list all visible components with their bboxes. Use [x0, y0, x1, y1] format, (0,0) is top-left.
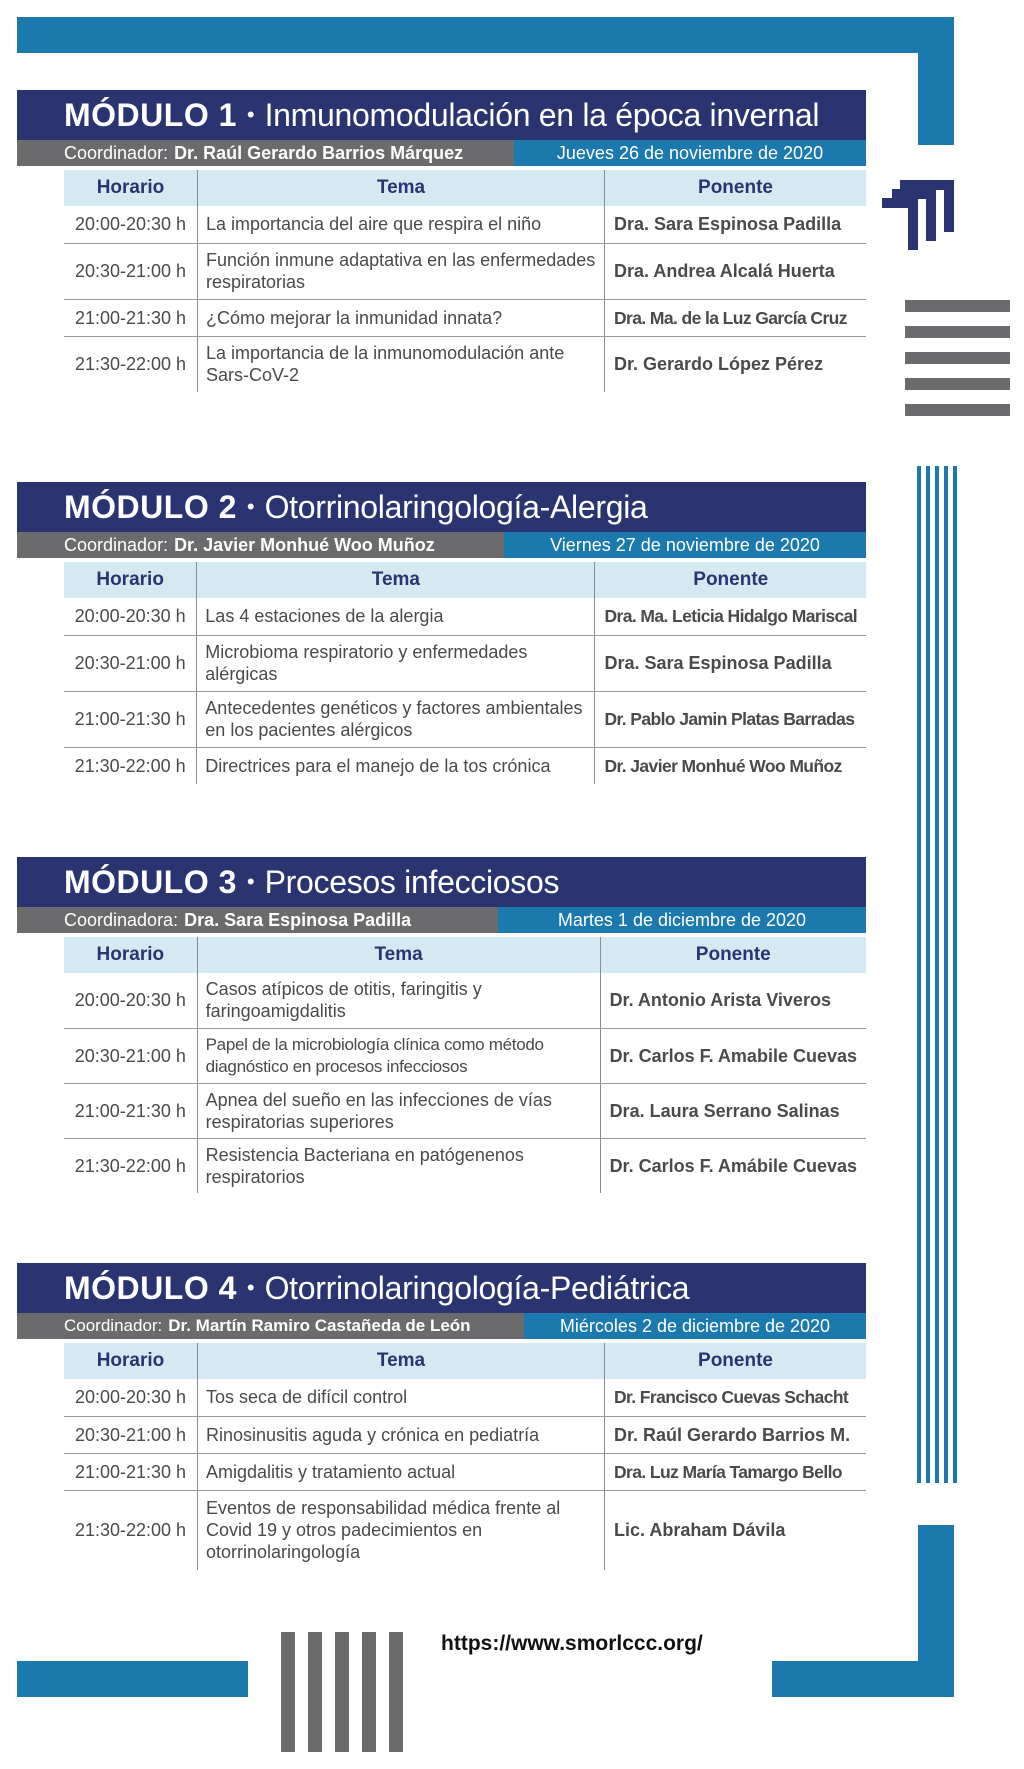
row-topic: Papel de la microbiología clínica como método diagnóstico en procesos infecciosos [197, 1028, 600, 1083]
chevron-logo-icon [880, 176, 956, 252]
row-topic: Casos atípicos de otitis, faringitis y faringoamigdalitis [197, 973, 600, 1028]
module-name: Otorrinolaringología-Alergia [264, 488, 648, 525]
coordinator [17, 907, 498, 933]
stripes-horizontal [905, 300, 1010, 416]
row-topic: Función inmune adaptativa en las enfermedades respiratorias [198, 243, 605, 299]
coordinator-name: Dr. Javier Monhué Woo Muñoz [174, 534, 435, 555]
table-header [64, 937, 866, 973]
row-topic: Resistencia Bacteriana en patógenenos respiratorios [197, 1138, 600, 1193]
row-time: 21:00-21:30 h [64, 299, 198, 336]
website-url[interactable]: https://www.smorlccc.org/ [441, 1632, 703, 1655]
row-time: 21:30-22:00 h [74, 354, 187, 375]
module-name: Procesos infecciosos [264, 863, 560, 900]
row-time: 20:00-20:30 h [64, 598, 197, 635]
row-speaker: Lic. Abraham Dávila [605, 1490, 867, 1570]
row-speaker: Dr. Gerardo López Pérez [605, 336, 867, 392]
header-horario: Horario [64, 170, 198, 206]
title-separator: • [246, 102, 255, 127]
coordinator-label: Coordinador: [64, 1316, 163, 1335]
row-topic: Antecedentes genéticos y factores ambientales en los pacientes alérgicos [197, 691, 595, 747]
header-ponente: Ponente [595, 562, 866, 598]
header-ponente: Ponente [600, 937, 866, 973]
schedule-table [64, 937, 866, 1193]
header-tema: Tema [197, 937, 600, 973]
row-speaker: Dr. Carlos F. Amabile Cuevas [600, 1028, 866, 1083]
table-header [64, 562, 866, 598]
module-title [17, 482, 866, 532]
schedule-table [64, 562, 866, 784]
table-row [64, 1028, 866, 1083]
row-speaker: Dra. Luz María Tamargo Bello [605, 1453, 867, 1490]
bottom-left-frame-bar [17, 1661, 248, 1697]
header-ponente: Ponente [605, 170, 867, 206]
row-time: 21:30-22:00 h [74, 1520, 187, 1541]
row-speaker: Dr. Raúl Gerardo Barrios M. [605, 1416, 867, 1453]
coordinator [17, 140, 514, 166]
title-separator: • [246, 1275, 255, 1300]
table-row [64, 598, 866, 635]
coordinator-bar [17, 140, 866, 166]
table-row [64, 635, 866, 691]
row-time: 20:00-20:30 h [64, 1379, 198, 1416]
module-number: MÓDULO 4 [64, 1269, 237, 1306]
stripes-vertical [917, 466, 957, 1483]
coordinator [17, 1313, 524, 1339]
module-date: Viernes 27 de noviembre de 2020 [504, 532, 866, 558]
row-topic: Microbioma respiratorio y enfermedades alérgicas [197, 635, 595, 691]
header-tema: Tema [198, 170, 605, 206]
table-row [64, 1379, 866, 1416]
row-speaker: Dr. Francisco Cuevas Schacht [605, 1379, 867, 1416]
header-horario: Horario [64, 937, 197, 973]
row-time: 20:00-20:30 h [64, 206, 198, 243]
header-ponente: Ponente [605, 1343, 867, 1379]
row-time: 21:00-21:30 h [64, 691, 197, 747]
bottom-vertical-stripes [281, 1632, 403, 1752]
module-name: Otorrinolaringología-Pediátrica [264, 1269, 690, 1306]
module-number: MÓDULO 3 [64, 863, 237, 900]
row-speaker: Dra. Andrea Alcalá Huerta [605, 243, 867, 299]
module-3 [17, 857, 866, 1193]
header-tema: Tema [197, 562, 595, 598]
row-speaker: Dr. Pablo Jamin Platas Barradas [595, 691, 866, 747]
coordinator-name: Dr. Raúl Gerardo Barrios Márquez [174, 142, 464, 163]
header-horario: Horario [64, 1343, 198, 1379]
table-row [64, 691, 866, 747]
table-row [64, 243, 866, 299]
row-speaker: Dra. Ma. Leticia Hidalgo Mariscal [595, 598, 866, 635]
module-title [17, 90, 866, 140]
module-number: MÓDULO 1 [64, 96, 237, 133]
row-time: 20:30-21:00 h [64, 243, 198, 299]
module-date: Martes 1 de diciembre de 2020 [498, 907, 866, 933]
table-row [64, 1453, 866, 1490]
table-header [64, 170, 866, 206]
module-date: Miércoles 2 de diciembre de 2020 [524, 1313, 866, 1339]
schedule-table [64, 170, 866, 392]
row-topic: ¿Cómo mejorar la inmunidad innata? [198, 299, 605, 336]
row-speaker: Dra. Laura Serrano Salinas [600, 1083, 866, 1138]
table-row [64, 336, 866, 392]
row-time: 21:00-21:30 h [64, 1453, 198, 1490]
row-topic: Tos seca de difícil control [198, 1379, 605, 1416]
table-header [64, 1343, 866, 1379]
coordinator-bar [17, 532, 866, 558]
coordinator-label: Coordinador: [64, 142, 169, 163]
module-name: Inmunomodulación en la época invernal [264, 96, 820, 133]
row-time: 21:30-22:00 h [74, 1155, 186, 1176]
row-speaker: Dr. Antonio Arista Viveros [600, 973, 866, 1028]
module-1 [17, 90, 866, 392]
header-tema: Tema [198, 1343, 605, 1379]
top-frame-bar [17, 17, 954, 53]
row-topic: Eventos de responsabilidad médica frente al Covid 19 y otros padecimientos en otorrinolaringología [198, 1490, 605, 1570]
coordinator-name: Dr. Martín Ramiro Castañeda de León [168, 1316, 471, 1335]
coordinator-bar [17, 907, 866, 933]
row-speaker: Dr. Carlos F. Amábile Cuevas [600, 1138, 866, 1193]
bottom-right-frame-base [772, 1661, 954, 1697]
module-title [17, 857, 866, 907]
row-topic: La importancia del aire que respira el niño [198, 206, 605, 243]
title-separator: • [246, 494, 255, 519]
table-row [64, 1083, 866, 1138]
row-time: 20:30-21:00 h [64, 1028, 197, 1083]
table-row [64, 747, 866, 784]
table-row [64, 1490, 866, 1570]
title-separator: • [246, 869, 255, 894]
table-row [64, 973, 866, 1028]
coordinator-label: Coordinador: [64, 534, 169, 555]
row-topic: La importancia de la inmunomodulación ante Sars-CoV-2 [198, 336, 605, 392]
top-right-frame-bar [918, 17, 954, 145]
table-row [64, 1416, 866, 1453]
row-time: 20:00-20:30 h [64, 973, 197, 1028]
table-row [64, 1138, 866, 1193]
row-topic: Rinosinusitis aguda y crónica en pediatría [198, 1416, 605, 1453]
row-speaker: Dr. Javier Monhué Woo Muñoz [595, 747, 866, 784]
row-topic: Apnea del sueño en las infecciones de vías respiratorias superiores [197, 1083, 600, 1138]
module-2 [17, 482, 866, 784]
row-topic: Directrices para el manejo de la tos crónica [197, 747, 595, 784]
row-time: 20:30-21:00 h [64, 1416, 198, 1453]
row-time: 21:00-21:30 h [64, 1083, 197, 1138]
row-topic: Las 4 estaciones de la alergia [197, 598, 595, 635]
coordinator [17, 532, 504, 558]
row-topic: Amigdalitis y tratamiento actual [198, 1453, 605, 1490]
table-row [64, 299, 866, 336]
table-row [64, 206, 866, 243]
module-date: Jueves 26 de noviembre de 2020 [514, 140, 866, 166]
module-4 [17, 1263, 866, 1570]
row-speaker: Dra. Ma. de la Luz García Cruz [605, 299, 867, 336]
coordinator-name: Dra. Sara Espinosa Padilla [184, 909, 412, 930]
row-time: 20:30-21:00 h [64, 635, 197, 691]
row-speaker: Dra. Sara Espinosa Padilla [605, 206, 867, 243]
schedule-table [64, 1343, 866, 1570]
header-horario: Horario [64, 562, 197, 598]
module-number: MÓDULO 2 [64, 488, 237, 525]
coordinator-label: Coordinadora: [64, 909, 179, 930]
coordinator-bar [17, 1313, 866, 1339]
module-title [17, 1263, 866, 1313]
row-time: 21:30-22:00 h [74, 755, 186, 776]
row-speaker: Dra. Sara Espinosa Padilla [595, 635, 866, 691]
